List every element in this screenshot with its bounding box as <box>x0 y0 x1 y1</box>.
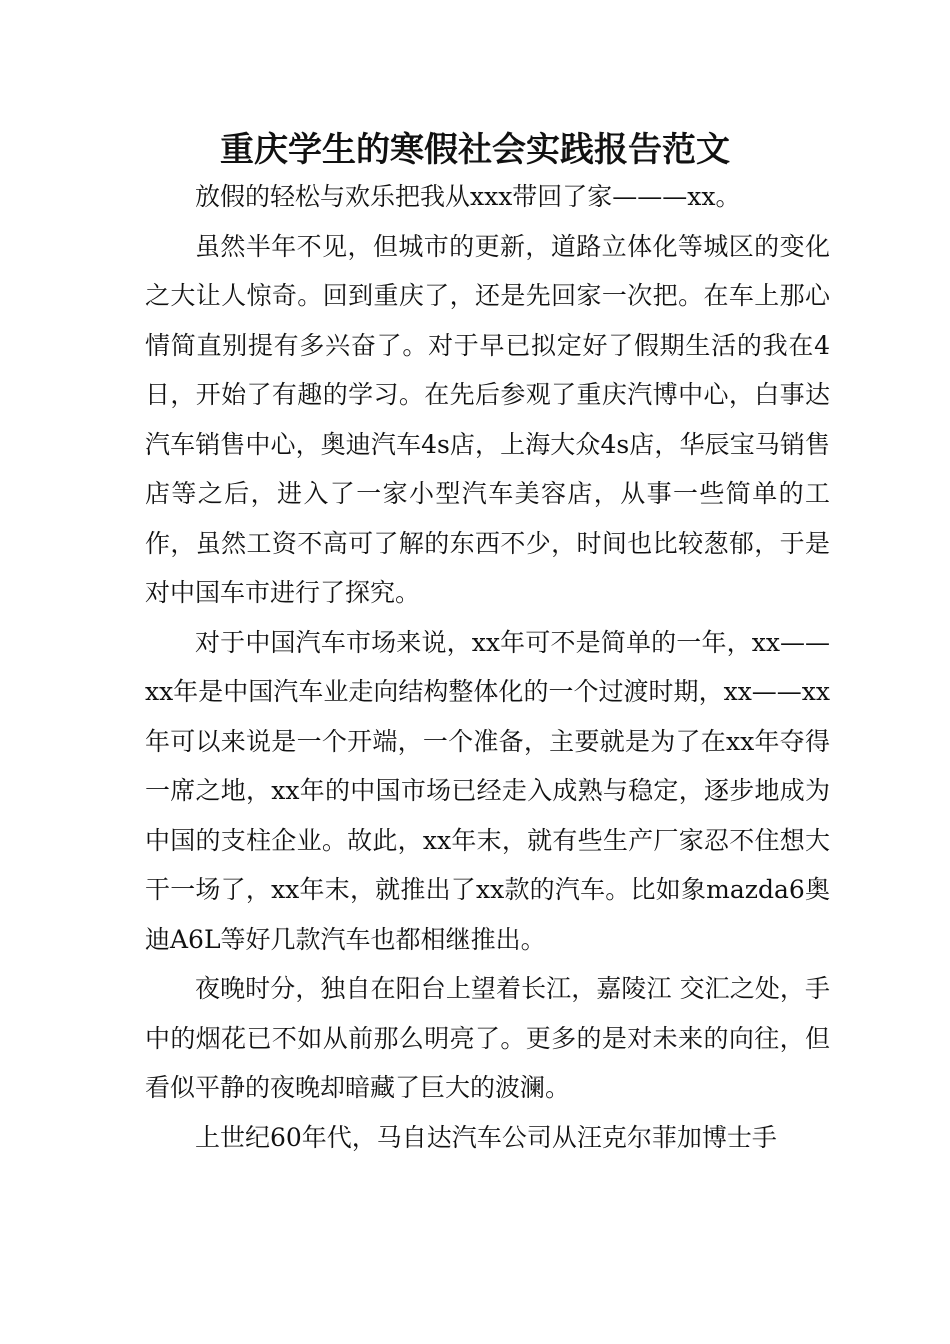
paragraph-3: 对于中国汽车市场来说，xx年可不是简单的一年，xx——xx年是中国汽车业走向结构整体化的一个过渡时期，xx——xx年可以来说是一个开端，一个准备，主要就是为了在xx年夺得一席之地，xx年的中国市场已经走入成熟与稳定，逐步地成为中国的支柱企业。故此，xx年末，就有些生产厂家忍不住想大干一场了，xx年末，就推出了xx款的汽车。比如象mazda6奥迪A6L等好几款汽车也都相继推出。 <box>145 627 830 954</box>
document-body <box>145 172 830 1162</box>
paragraph-1: 放假的轻松与欢乐把我从xxx带回了家———xx。 <box>195 182 741 211</box>
paragraph-5: 上世纪60年代，马自达汽车公司从汪克尔菲加博士手 <box>195 1122 777 1152</box>
document-title: 重庆学生的寒假社会实践报告范文 <box>220 130 730 170</box>
paragraph-4: 夜晚时分，独自在阳台上望着长江，嘉陵江 交汇之处，手中的烟花已不如从前那么明亮了。更多的是对未来的向往，但看似平静的夜晚却暗藏了巨大的波澜。 <box>145 974 830 1102</box>
paragraph-2: 虽然半年不见，但城市的更新，道路立体化等城区的变化之大让人惊奇。回到重庆了，还是先回家一次把。在车上那心情简直别提有多兴奋了。对于早已拟定好了假期生活的我在4日，开始了有趣的学习。在先后参观了重庆汽博中心，白事达汽车销售中心，奥迪汽车4s店，上海大众4s店，华辰宝马销售店等之后，进入了一家小型汽车美容店，从事一些简单的工作，虽然工资不高可了解的东西不少，时间也比较葱郁，于是对中国车市进行了探究。 <box>145 231 830 607</box>
